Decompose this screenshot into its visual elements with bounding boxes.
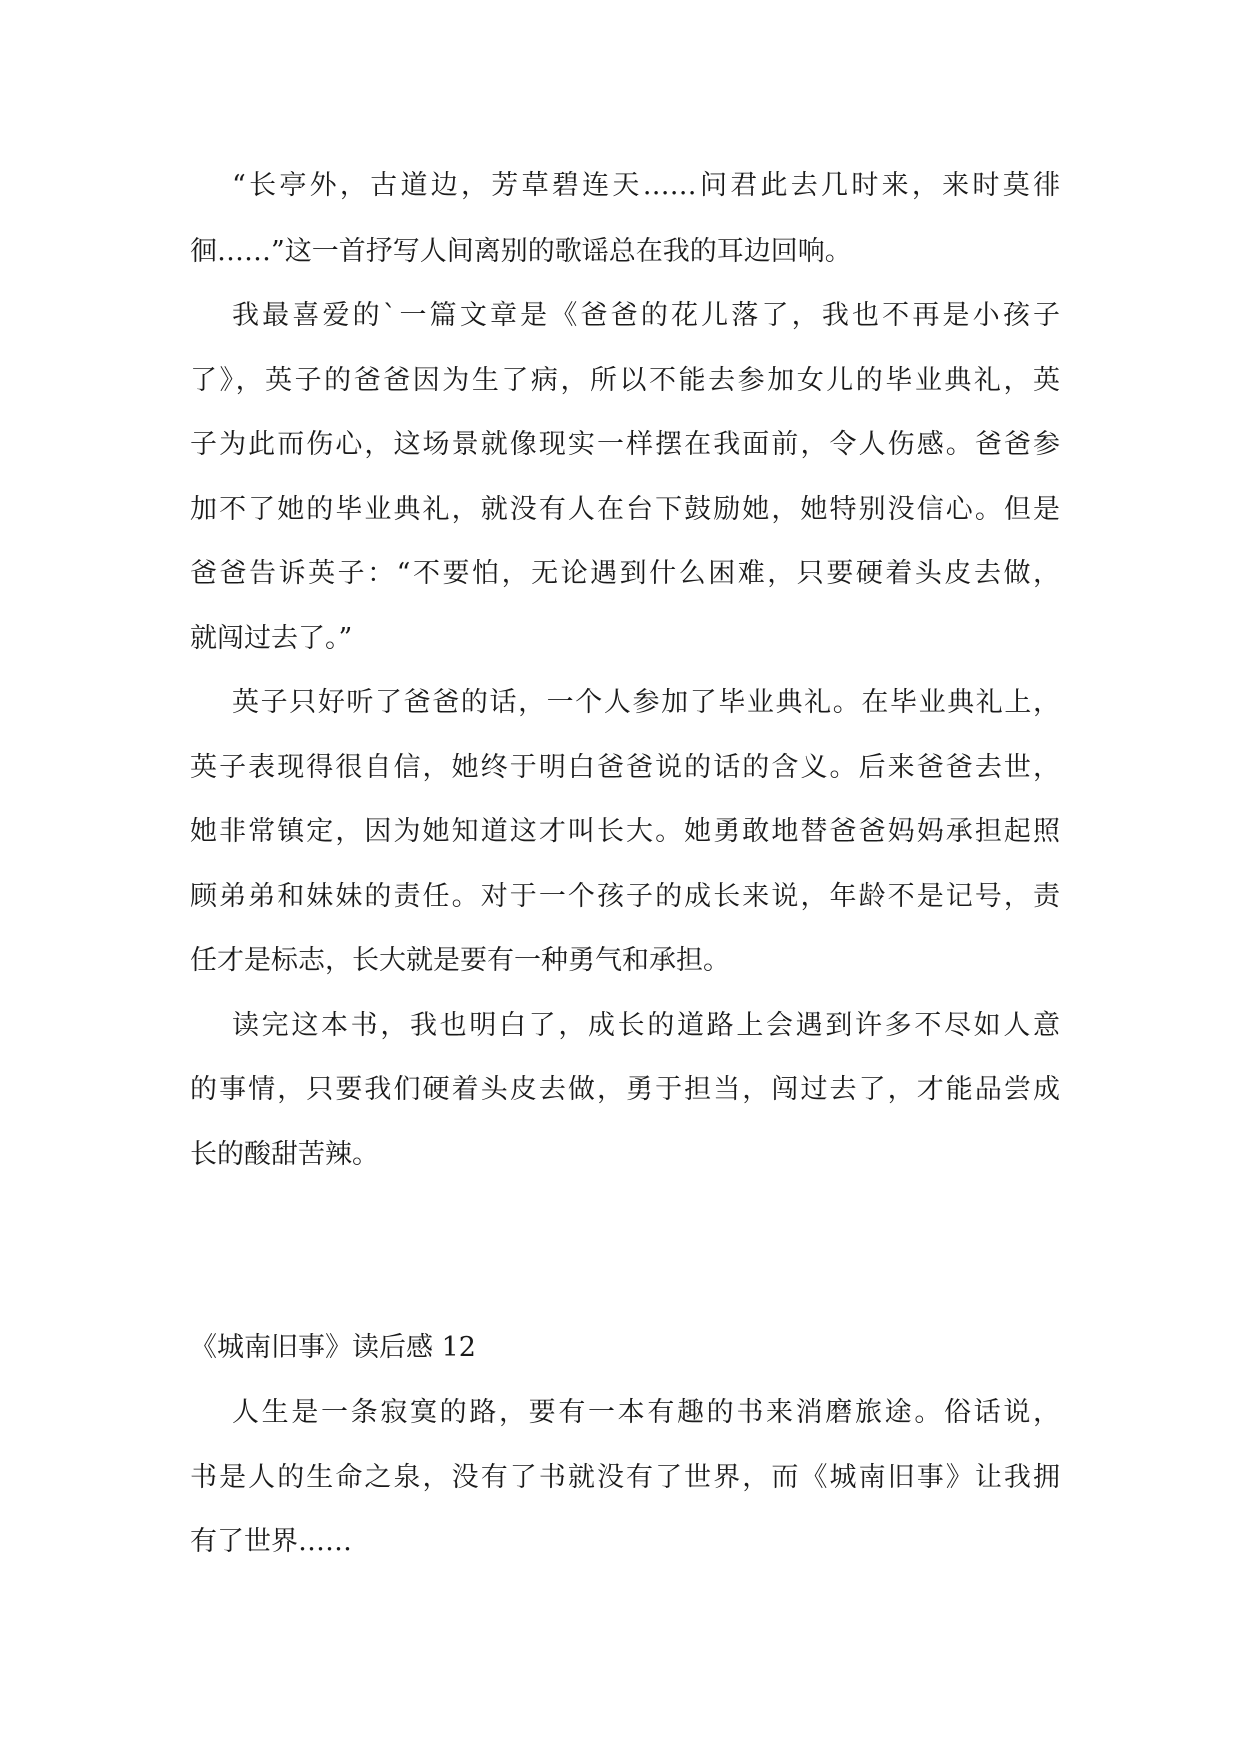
paragraph-2-line-5: 爸爸告诉英子：“不要怕，无论遇到什么困难，只要硬着头皮去做， [190,558,1060,589]
paragraph-3-line-2: 英子表现得很自信，她终于明白爸爸说的话的含义。后来爸爸去世， [190,752,1060,783]
paragraph-5-line-2: 书是人的生命之泉，没有了书就没有了世界，而《城南旧事》让我拥 [190,1462,1060,1493]
paragraph-4-line-3: 长的酸甜苦辣。 [190,1139,379,1170]
paragraph-3-line-5: 任才是标志，长大就是要有一种勇气和承担。 [190,945,730,976]
paragraph-3-line-4: 顾弟弟和妹妹的责任。对于一个孩子的成长来说，年龄不是记号，责 [190,881,1060,912]
section-heading: 《城南旧事》读后感 12 [190,1332,476,1363]
paragraph-5-line-3: 有了世界…… [190,1526,352,1557]
paragraph-3-line-3: 她非常镇定，因为她知道这才叫长大。她勇敢地替爸爸妈妈承担起照 [190,816,1060,847]
paragraph-4-line-1: 读完这本书，我也明白了，成长的道路上会遇到许多不尽如人意 [232,1010,1060,1041]
paragraph-4-line-2: 的事情，只要我们硬着头皮去做，勇于担当，闯过去了，才能品尝成 [190,1074,1060,1105]
paragraph-2-line-1: 我最喜爱的`一篇文章是《爸爸的花儿落了，我也不再是小孩子 [232,300,1060,331]
paragraph-3-line-1: 英子只好听了爸爸的话，一个人参加了毕业典礼。在毕业典礼上， [232,687,1060,718]
paragraph-2-line-3: 子为此而伤心，这场景就像现实一样摆在我面前，令人伤感。爸爸参 [190,429,1060,460]
paragraph-2-line-4: 加不了她的毕业典礼，就没有人在台下鼓励她，她特别没信心。但是 [190,494,1060,525]
paragraph-1-line-1: “长亭外，古道边，芳草碧连天……问君此去几时来，来时莫徘 [232,170,1060,201]
paragraph-2-line-6: 就闯过去了。” [190,623,353,654]
paragraph-1-line-2: 徊……”这一首抒写人间离别的歌谣总在我的耳边回响。 [190,236,852,267]
paragraph-5-line-1: 人生是一条寂寞的路，要有一本有趣的书来消磨旅途。俗话说， [232,1397,1060,1428]
paragraph-2-line-2: 了》，英子的爸爸因为生了病，所以不能去参加女儿的毕业典礼，英 [190,365,1060,396]
